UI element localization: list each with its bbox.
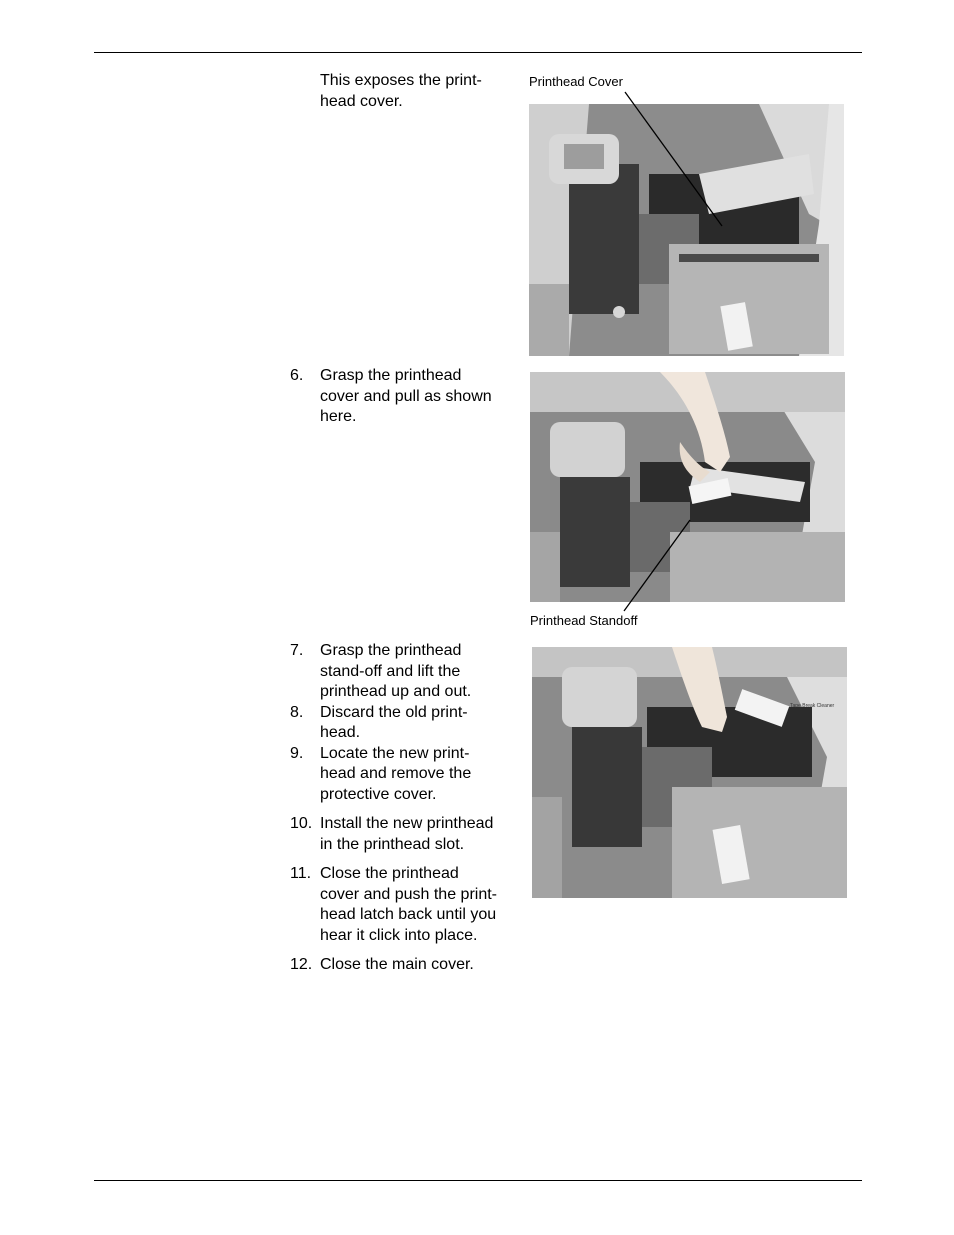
step-text: Close the main cover.	[320, 956, 474, 973]
list-item	[290, 703, 515, 744]
step-text: head.	[320, 724, 361, 741]
step-text: in the printhead slot.	[320, 835, 465, 853]
step-number: 10.	[290, 815, 313, 832]
step-text: protective cover.	[320, 785, 437, 803]
hand-lifting-printhead-photo	[532, 647, 847, 898]
step-text: stand-off and lift the	[320, 662, 461, 680]
hand-pulling-cover-photo	[530, 372, 845, 602]
step-text: Install the new printhead	[320, 815, 494, 832]
step-text: Close the printhead	[320, 865, 459, 882]
list-item	[290, 366, 515, 428]
list-item	[290, 864, 515, 946]
step-text: Grasp the printhead	[320, 642, 462, 659]
intro-paragraph	[320, 71, 505, 112]
step-number: 11.	[290, 865, 312, 882]
photo-label-text: Tape Break Cleaner	[790, 703, 835, 709]
step-text: here.	[320, 408, 357, 425]
header-rule	[94, 52, 862, 53]
step-text: cover and pull as shown	[320, 387, 492, 405]
step-number: 7.	[290, 642, 304, 659]
step-text: head and remove the	[320, 765, 472, 782]
footer-rule	[94, 1180, 862, 1181]
step-text: head latch back until you	[320, 906, 497, 923]
list-item	[290, 641, 515, 703]
step-number: 6.	[290, 367, 304, 384]
step-text: cover and push the print-	[320, 885, 497, 903]
figure1-caption: Printhead Cover	[529, 74, 623, 89]
intro-line: This exposes the print-	[320, 72, 482, 89]
step-text: printhead up and out.	[320, 683, 472, 700]
step-text: hear it click into place.	[320, 926, 478, 944]
step-text: Discard the old print-	[320, 703, 468, 721]
step-text: Locate the new print-	[320, 744, 470, 762]
step-text: Grasp the printhead	[320, 367, 462, 384]
list-item	[290, 955, 515, 976]
intro-line: head cover.	[320, 92, 403, 110]
step-number: 8.	[290, 703, 304, 721]
list-item	[290, 814, 515, 855]
steps-group-2	[290, 641, 515, 976]
steps-group-1	[290, 366, 515, 428]
step-number: 9.	[290, 744, 304, 762]
figure2-caption: Printhead Standoff	[530, 613, 638, 628]
printer-interior-photo	[529, 104, 844, 356]
list-item	[290, 744, 515, 806]
step-number: 12.	[290, 956, 313, 973]
